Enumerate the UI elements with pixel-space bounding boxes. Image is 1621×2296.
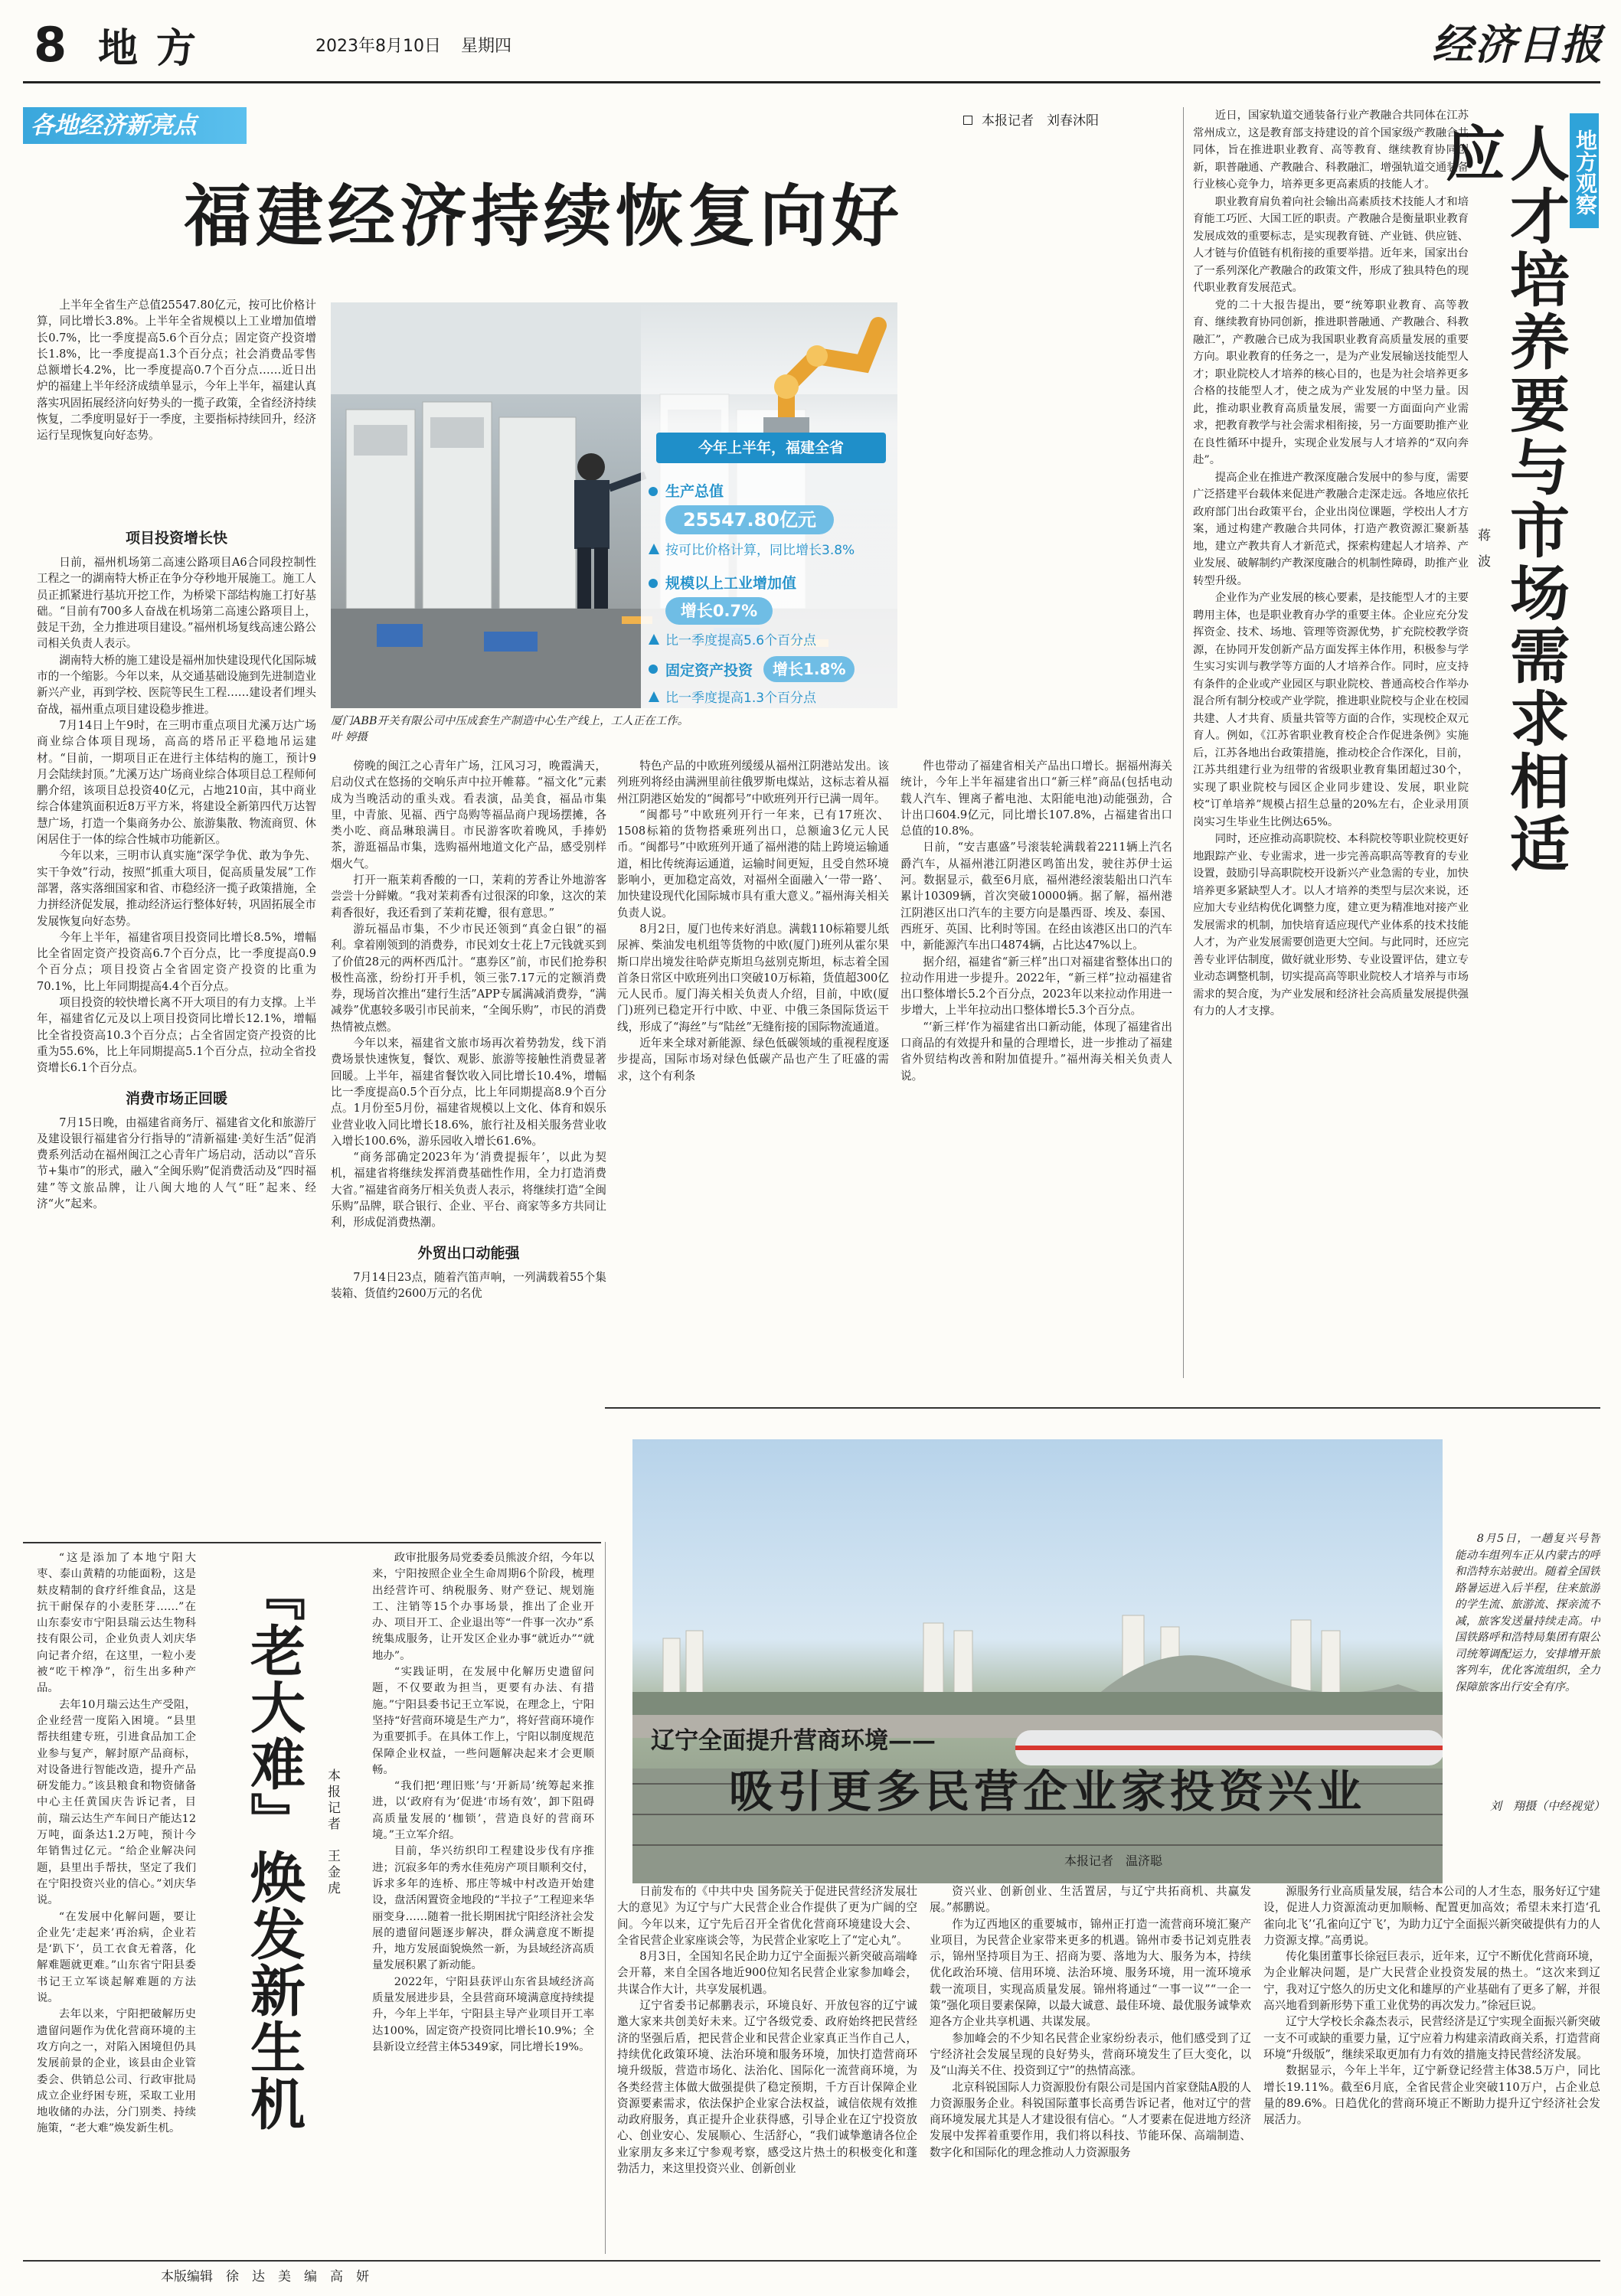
paragraph: 职业教育肩负着向社会输出高素质技术技能人才和培育能工巧匠、大国工匠的职责。产教融合是衡量职业教育发展成效的重要标志，是实现教育链、产业链、供应链、人才链与价值链有机衔接的重要举措。近年来，国家出台了一系列深化产教融合的政策文件，形成了独具特色的现代职业教育发展范式。: [1193, 195, 1469, 294]
story2-title: 『老大难』焕发新生机: [241, 1566, 306, 2132]
paragraph: 目前，华兴纺织印工程建设步伐有序推进；沉寂多年的秀水佳苑房产项目顺利交付，诉求多年的连桥、邢庄等城中村改造开始建设，盘活闲置资金地段的“半拉子”工程迎来华丽变身……随着一批长期困扰宁阳经济社会发展的遗留问题逐步解决，群众满意度不断提升，地方发展面貌焕然一新，为县域经济高质量发展积累了新动能。: [372, 1845, 594, 1972]
infographic-panel: [641, 302, 897, 708]
paragraph: 日前发布的《中共中央 国务院关于促进民营经济发展壮大的意见》为辽宁与广大民营企业合作提供了更为广阔的空间。今年以来，辽宁先后召开全省优化营商环境建设大会、全省民营企业家座谈会等，为民营企业家吃上了“定心丸”。: [617, 1885, 917, 1947]
train-caption-text: 8月5日，一趟复兴号智能动车组列车正从内蒙古的呼和浩特东站驶出。随着全国铁路暑运进入后半程，往来旅游的学生流、旅游流、探亲流不减，旅客发送量持续走高。中国铁路呼和浩特局集团有限公司统筹调配运力，安排增开旅客列车，优化客流组织，全力保障旅客出行安全有序。: [1455, 1533, 1600, 1693]
main-column-2: [331, 758, 606, 1539]
story2-column-2: [372, 1550, 594, 2251]
paragraph: 8月2日，厦门也传来好消息。满载110标箱婴儿纸尿裤、柴油发电机组等货物的中欧(厦门)班列从霍尔果斯口岸出境发往哈萨克斯坦乌兹别克斯坦，标志着全国首条日常区中欧班列出口突破10万标箱，货值超300亿元人民币。厦门海关相关负责人介绍，目前，中欧(厦门)班列已稳定开行中欧、中亚、中俄三条国际货运干线，形成了“海丝”与“陆丝”无缝衔接的国际物流通道。: [617, 922, 889, 1034]
gdp-note: 按可比价格计算，同比增长3.8%: [665, 543, 855, 558]
industry-note: 比一季度提高5.6个百分点: [665, 633, 817, 648]
footer-rule: [23, 2260, 1600, 2262]
opinion-author: 蒋 波: [1475, 528, 1490, 567]
paragraph: 传化集团董事长徐冠巨表示，近年来，辽宁不断优化营商环境，为企业解决问题，是广大民营企业投资发展的热土。“这次来到辽宁，我对辽宁悠久的历史文化和雄厚的产业基础有了更多了解，并很高兴地看到新形势下重工业优势的再次发力。”徐冠巨说。: [1263, 1950, 1600, 2013]
bullet-dot-icon: [649, 487, 658, 496]
masthead-logo: 经济日报: [1432, 20, 1603, 69]
paragraph: 辽宁大学校长余淼杰表示，民营经济是辽宁实现全面振兴新突破一支不可或缺的重要力量，辽宁应着力构建亲清政商关系，打造营商环境“升级版”，继续采取更加有力有效的措施支持民营经济发展。: [1263, 2015, 1600, 2061]
paragraph: 近日，国家轨道交通装备行业产教融合共同体在江苏常州成立，这是教育部支持建设的首个国家级产教融合共同体，旨在推进职业教育、高等教育、继续教育协同创新，职普融通、产教融合、科教融汇，增强轨道交通装备行业核心竞争力，培养更多更高素质的技能人才。: [1193, 109, 1469, 191]
paragraph: 日前，福州机场第二高速公路项目A6合同段控制性工程之一的湖南特大桥正在争分夺秒地开展施工。施工人员正抓紧进行基坑开挖工作，为桥梁下部结构施工打好基础。“目前有700多人奋战在机场第二高速公路项目上，鼓足干劲，全力推进项目建设。”福州机场复线高速公路公司相关负责人表示。: [37, 556, 316, 651]
section-name: 地方: [98, 25, 215, 72]
paragraph: 近年来全球对新能源、绿色低碳领域的重视程度逐步提高，国际市场对绿色低碳产品也产生了旺盛的需求，这个有利条: [617, 1037, 889, 1083]
section-tag-label: 各地经济新亮点: [31, 112, 197, 139]
main-column-1: [37, 521, 316, 1539]
square-icon: [963, 116, 972, 125]
industry-label: 规模以上工业增加值: [665, 575, 797, 592]
lead-paragraph: 上半年全省生产总值25547.80亿元，按可比价格计算，同比增长3.8%。上半年全省规模以上工业增加值增长0.7%，比一季度提高5.6个百分点；固定资产投资增长1.8%，比一季度提高1.3个百分点；社会消费品零售总额增长4.2%，比一季度提高0.7个百分点……近日出炉的福建上半年经济成绩单显示，今年上半年，福建认真落实巩固拓展经济向好势头的一揽子政策，全省经济持续恢复，二季度明显好于一季度，主要指标持续回升，经济运行呈现恢复向好态势。: [37, 299, 316, 443]
story2-divider: [605, 1542, 606, 2254]
train-photo-caption: [1455, 1531, 1600, 1791]
story3-kicker: 辽宁全面提升营商环境——: [651, 1727, 936, 1755]
paragraph: 今年以来，三明市认真实施“深学争优、敢为争先、实干争效”行动，按照“抓重大项目，促高质量发展”工作部署，落实落细国家和省、市稳经济一揽子政策措施，全力拼经济促发展，推动经济运行整体好转，巩固拓展全市发展恢复向好态势。: [37, 849, 316, 928]
subhead-project-investment: 项目投资增长快: [125, 530, 227, 547]
story3-column-2: [930, 1883, 1251, 2251]
story3-byline: 本报记者 温济聪: [1064, 1853, 1163, 1868]
industry-value: 增长0.7%: [665, 597, 773, 625]
paragraph: 北京科锐国际人力资源股份有限公司是国内首家登陆A股的人力资源服务企业。科锐国际董事长高勇告诉记者，他对辽宁的营商环境发展尤其是人才建设很有信心。“人才要素在促进地方经济发展中发挥着重要作用，我们将以科技、节能环保、高端制造、数字化和国际化的理念推动人力资源服务: [930, 2080, 1251, 2159]
opinion-column-tag-label: 地方观察: [1573, 129, 1598, 215]
paragraph: “这是添加了本地宁阳大枣、泰山黄精的功能面粉，这是麸皮精制的食疗纤维食品，这是抗干耐保存的小麦胚芽……”在山东泰安市宁阳县瑞云达生物科技有限公司，企业负责人刘庆华向记者介绍，在这里，一粒小麦被“吃干榨净”，衍生出多种产品。: [37, 1552, 196, 1695]
arrow-up-icon: [649, 691, 659, 702]
paragraph: 打开一瓶茉莉香酸的一口，茉莉的芳香让外地游客尝尝十分鲜嫩。“我对茉莉香有过很深的印象，这次的茉莉香很好，我还看到了茉莉花瓣，很有意思。”: [331, 874, 606, 919]
paragraph: 7月14日23点，随着汽笛声响，一列满载着55个集装箱、货值约2600万元的名优: [331, 1270, 606, 1300]
gdp-value: 25547.80亿元: [665, 505, 834, 534]
paragraph: 作为辽西地区的重要城市，锦州正打造一流营商环境汇聚产业项目，为民营企业家带来更多的机遇。锦州市委书记刘克胜表示，锦州坚持项目为王、招商为要、落地为大、服务为本，持续优化政治环境、信用环境、法治环境、服务环境，用一流环境承载一流项目，实现高质量发展。锦州将通过“一事一议”“一企一策”强化项目要素保障，以最大诚意、最佳环境、最优服务诚挚欢迎各方企业共享机遇、共谋发展。: [930, 1917, 1251, 2029]
paragraph: 特色产品的中欧班列缓缓从福州江阴港站发出。该列班列将经由满洲里前往俄罗斯电煤站，这标志着从福州江阴港区始发的“闽都号”中欧班列开行已满一周年。: [617, 759, 889, 805]
paragraph: “我们把‘理旧账’与‘开新局’统筹起来推进，以‘政府有为’促进‘市场有效’，卸下阻碍高质量发展的‘枷锁’，营造良好的营商环境。”王立军介绍。: [372, 1780, 594, 1842]
paragraph: “商务部确定2023年为‘消费提振年’，以此为契机，福建省将继续发挥消费基础性作用，全力打造消费大省。”福建省商务厅相关负责人表示，将继续打造“全闽乐购”品牌，联合银行、企业、平台、商家等多方共同让利，形成促消费热潮。: [331, 1151, 606, 1230]
issue-weekday: 星期四: [461, 37, 512, 56]
photo-top-rule: [605, 1407, 1600, 1409]
paragraph: 企业作为产业发展的核心要素，是技能型人才的主要聘用主体，也是职业教育办学的重要主体。企业应充分发挥资金、技术、场地、管理等资源优势，扩充院校教学资源，在协同开发创新产品方面发挥主体作用，积极参与学生实习实训与教学等方面的人才培养合作。同时，应支持有条件的企业或产业园区与职业院校、普通高校合作举办混合所有制分校或产业学院，推进职业院校与企业在校园共建、人才共育、质量共管等方面的合作，实现校企双元育人。例如，《江苏省职业教育校企合作促进条例》实施后，江苏各地出台政策措施，推动校企合作深化，目前，江苏共组建行业为纽带的省级职业教育集团超过30个，实现了职业院校与园区企业同步建设、发展，职业院校“订单培养”规模占招生总量的20%左右，企业录用顶岗实习生毕业生比例达65%。: [1193, 592, 1469, 828]
paragraph: “‘新三样’作为福建省出口新动能，体现了福建省出口商品的有效提升和量的合理增长，进一步推动了福建省外贸结构改善和附加值提升。”福州海关相关负责人说。: [900, 1020, 1172, 1083]
arrow-up-icon: [649, 634, 659, 645]
main-byline-text: 本报记者 刘春沐阳: [982, 113, 1099, 129]
paragraph: 今年上半年，福建省项目投资同比增长8.5%，增幅比全省固定资产投资高6.7个百分点，比一季度提高0.9个百分点；项目投资占全省固定资产投资的比重为70.1%，比上年同期提高4.4个百分点。: [37, 930, 316, 993]
bullet-dot-icon: [649, 579, 658, 588]
investment-value: 增长1.8%: [763, 656, 855, 682]
paragraph: 去年以来，宁阳把破解历史遗留问题作为优化营商环境的主攻方向之一，对陷入困境但仍具发展前景的企业，该县由企业管委会、供销总公司、行政审批局成立企业纾困专班，采取工业用地收储的办法，分门别类、持续施策，“老大难”焕发新生机。: [37, 2008, 196, 2135]
paragraph: 傍晚的闽江之心青年广场，江风习习，晚霞满天，启动仪式在悠扬的交响乐声中拉开帷幕。“福文化”元素成为当晚活动的重头戏。看表演，品美食，福品市集里，中青旅、见福、西宁岛购等福品商户现场摆摊，各类小吃、商品琳琅满目。市民游客吹着晚风，手捧奶茶，游逛福品市集，选购福州地道文化产品，感受别样烟火气。: [331, 759, 606, 870]
paragraph: 项目投资的较快增长离不开大项目的有力支撑。上半年，福建省亿元及以上项目投资同比增长12.1%，增幅比全省投资高10.3个百分点；占全省固定资产投资的比重为55.6%，比上年同期提高5.1个百分点，拉动全省投资增长6.1个百分点。: [37, 996, 316, 1075]
paragraph: 政审批服务局党委委员熊波介绍，今年以来，宁阳按照企业全生命周期6个阶段，梳理出经营许可、纳税服务、财产登记、规划施工、注销等15个办事场景，推出了企业开办、项目开工、企业退出等“一件事一次办”系统集成服务，让开发区企业办事“就近办”“就地办”。: [372, 1552, 594, 1662]
paragraph: 湖南特大桥的施工建设是福州加快建设现代化国际城市的一个缩影。今年以来，从交通基础设施到先进制造业新兴产业，再到学校、医院等民生工程……建设者们埋头奋战，福州重点项目建设稳步推进。: [37, 653, 316, 716]
section-tag: [23, 107, 247, 144]
subhead-consumption: 消费市场正回暖: [125, 1089, 227, 1107]
paragraph: 源服务行业高质量发展，结合本公司的人才生态，服务好辽宁建设，促进人力资源流动更加顺畅、配置更加高效；希望未来打造‘孔雀向北飞’‘孔雀向辽宁飞’，为助力辽宁全面振兴新突破提供有力的人力资源支撑。”高勇说。: [1263, 1885, 1600, 1947]
story3-title: 吸引更多民营企业家投资兴业: [729, 1765, 1367, 1818]
paragraph: 去年10月瑞云达生产受阻，企业经营一度陷入困境。“县里帮扶组建专班，引进食品加工企业参与复产，解封原产品商标，对设备进行智能改造，提升产品研发能力。”该县粮食和物资储备中心主任黄国庆告诉记者，目前，瑞云达生产车间日产能达12万吨，面条达1.2万吨，预计今年销售过亿元。“给企业解决问题，县里出手帮扶，坚定了我们在宁阳投资兴业的信心。”刘庆华说。: [37, 1698, 196, 1907]
paragraph: 资兴业、创新创业、生活置居，与辽宁共拓商机、共赢发展。”郝鹏说。: [930, 1885, 1251, 1915]
infographic-title: 今年上半年，福建全省: [656, 433, 886, 463]
paragraph: 据介绍，福建省“新三样”出口对福建省整体出口的拉动作用进一步提升。2022年，“新三样”拉动福建省出口整体增长5.2个百分点，2023年以来拉动作用进一步增大，上半年拉动出口整体增长5.3个百分点。: [900, 955, 1172, 1017]
paragraph: 今年以来，福建省文旅市场再次着势勃发，线下消费场景快速恢复，餐饮、观影、旅游等接触性消费显著回暖。上半年，福建省餐饮收入同比增长10.4%，增幅比一季度提高0.5个百分点，比上年同期提高8.9个百分点。1月份至5月份，福建省规模以上文化、体育和娱乐业营业收入同比增长18.6%，旅行社及相关服务营业收入增长100.6%，游乐园收入增长61.6%。: [331, 1037, 606, 1148]
paragraph: “实践证明，在发展中化解历史遗留问题，不仅要敢为担当，更要有办法、有措施。”宁阳县委书记王立军说，在理念上，宁阳坚持“好营商环境是生产力”，将好营商环境作为重要抓手。在具体工作上，宁阳以制度规范保障企业权益，一些问题解决起来才会更顺畅。: [372, 1666, 594, 1776]
factory-photo-caption: 厦门ABB开关有限公司中压成套生产制造中心生产线上，工人正在工作。 叶 婷摄: [331, 715, 705, 743]
main-byline: [963, 112, 1099, 130]
story3-column-1: [617, 1883, 917, 2251]
main-headline: 福建经济持续恢复向好: [184, 176, 904, 256]
opinion-column-tag: [1570, 113, 1599, 228]
robot-arm-icon: [672, 302, 894, 433]
opinion-title: 人才培养要与市场需求相适应: [1436, 122, 1570, 876]
train-photo-credit: 刘 翔摄（中经视觉）: [1490, 1799, 1606, 1813]
paragraph: 参加峰会的不少知名民营企业家纷纷表示，他们感受到了辽宁经济社会发展呈现的良好势头，营商环境发生了巨大变化，以及“山海关不住、投资到辽宁”的热情高涨。: [930, 2031, 1251, 2078]
paragraph: 党的二十大报告提出，要“统筹职业教育、高等教育、继续教育协同创新，推进职普融通、产教融合、科教融汇”，产教融合已成为我国职业教育高质量发展的重要方向。职业教育的任务之一，是为产业发展输送技能型人才；职业院校人才培养的核心目的，也是为社会培养更多合格的技能型人才，使之成为产业发展的中坚力量。因此，推动职业教育高质量发展，需要一方面面向产业需求，把教育教学与社会需求相衔接，另一方面要助推产业在良性循环中提升，实现企业发展与人才培养的“双向奔赴”。: [1193, 299, 1469, 466]
investment-label: 固定资产投资: [665, 661, 753, 679]
bullet-dot-icon: [649, 665, 658, 674]
arrow-up-icon: [649, 544, 659, 554]
main-column-4: [900, 758, 1172, 1401]
header-rule: [23, 81, 1600, 83]
story2-column-1: [37, 1550, 196, 2251]
issue-date: 2023年8月10日: [315, 37, 441, 56]
main-column-3: [617, 758, 889, 1401]
paragraph: 提高企业在推进产教深度融合发展中的参与度，需要广泛搭建平台载体来促进产教融合走深走远。各地应依托政府部门出台政策平台，企业出岗位课题，学校出人才方案，通过构建产教融合共同体，打造产教资源汇聚新基地，建立产教共育人才新范式，探索构建起人才培养、产业发展、破解制约产教深度融合的机制性障碍，助推产业转型升级。: [1193, 471, 1469, 587]
paragraph: “闽都号”中欧班列开行一年来，已有17班次、1508标箱的货物搭乘班列出口，总额逾3亿元人民币。“闽都号”中欧班列开通了福州港的陆上跨境运输通道，相比传统海运通道，运输时间更短，且受自然环境影响小，更加稳定高效，对福州全面融入‘一带一路’、加快建设现代化国际城市具有重大意义。”福州海关相关负责人说。: [617, 808, 889, 919]
story2-byline: 本报记者 王金虎: [325, 1769, 340, 1897]
paragraph: “在发展中化解问题，要让企业先‘走起来’再治病，企业若是‘趴下’，员工衣食无着落，化解难题就更难。”山东省宁阳县委书记王立军谈起解难题的方法说。: [37, 1910, 196, 2005]
infographic-item-investment: [649, 656, 894, 706]
opinion-divider: [1183, 107, 1184, 1378]
infographic-robot-arm: [672, 302, 894, 433]
opinion-body: [1193, 107, 1469, 1378]
paragraph: 日前，“安吉惠盛”号滚装轮满载着2211辆上汽名爵汽车，从福州港江阴港区鸣笛出发，驶往苏伊士运河。数据显示，截至6月底，福州港经滚装船出口汽车累计10309辆，首次突破10000辆。据了解，福州港江阴港区出口汽车的主要方向是墨西哥、埃及、泰国、西班牙、英国、比利时等国。在经由该港区出口的汽车中，新能源汽车出口4874辆，占比达47%以上。: [900, 841, 1172, 952]
story2-top-rule: [23, 1542, 601, 1543]
investment-note: 比一季度提高1.3个百分点: [665, 691, 817, 706]
main-lead: [37, 297, 316, 515]
paragraph: 7月15日晚，由福建省商务厅、福建省文化和旅游厅及建设银行福建省分行指导的“清新福建·美好生活”促消费系列活动在福州闽江之心青年广场启动，活动以“音乐节+集市”的形式，融入“全闽乐购”促消费活动及“四时福建”等文旅品牌，让八闽大地的人气“旺”起来、经济“火”起来。: [37, 1115, 316, 1210]
paragraph: 2022年，宁阳县获评山东省县域经济高质量发展进步县，全县营商环境满意度持续提升，今年上半年，宁阳县主导产业项目开工率达100%，固定资产投资同比增长10.9%；全县新设立经营主体5349家，同比增长19%。: [372, 1975, 594, 2053]
page-number: 8: [34, 17, 67, 73]
infographic-item-industry: [649, 572, 894, 648]
infographic-item-gdp: [649, 480, 894, 558]
paragraph: 件也带动了福建省相关产品出口增长。据福州海关统计，今年上半年福建省出口“新三样”商品(包括电动载人汽车、锂离子蓄电池、太阳能电池)动能强劲，合计出口604.9亿元，同比增长107.8%，占福建省出口总值的10.8%。: [900, 759, 1172, 838]
paragraph: 同时，还应推动高职院校、本科院校等职业院校更好地跟踪产业、专业需求，进一步完善高职高等教育的专业设置，鼓励引导高职院校开设新兴产业急需的专业，加快培养更多紧缺型人才。以人才培养的类型与层次来说，还应加大专业结构优化调整力度，建立更为精准地对接产业发展需求的机制，加快培育适应现代产业体系的技术技能人才，为产业发展需要创造更大空间。与此同时，还应完善专业评估制度，做好就业形势、专业设置评估，建立专业动态调整机制，切实提高高等职业院校人才培养与市场需求的契合度，为产业发展和经济社会高质量发展提供强有力的人才支撑。: [1193, 833, 1469, 1017]
paragraph: 游玩福品市集，不少市民还领到“真金白银”的福利。拿着刚领到的消费券，市民刘女士花上7元钱就买到了价值28元的两杯西瓜汁。“惠券区”前，市民们抢券积极性高涨，纷纷打开手机，领三张7.17元的定额消费券，现场首次推出“建行生活”APP专属满减消费券，“满减券”优惠较多吸引市民前来，“全闽乐购”，市民的消费热情被点燃。: [331, 922, 606, 1034]
factory-photo: [331, 302, 897, 708]
paragraph: 数据显示，今年上半年，辽宁新登记经营主体38.5万户，同比增长19.11%。截至6月底，全省民营企业突破110万户，占企业总量的89.6%。日趋优化的营商环境正不断助力提升辽宁经济社会发展活力。: [1263, 2064, 1600, 2127]
paragraph: 7月14日上午9时，在三明市重点项目尤溪万达广场商业综合体项目现场，高高的塔吊正平稳地吊运建材。“目前，一期项目正在进行主体结构的施工，预计9月会陆续封顶。”尤溪万达广场商业综合体项目总工程师何鹏介绍，该项目总投资40亿元，占地210亩，其中商业综合体建筑面积近8万平方米，将建设全新第四代万达智慧广场，打造一个集商务办公、旅游集散、物流商贸、休闲居住于一体的综合性城市功能新区。: [37, 718, 316, 847]
footer-editors: 本版编辑 徐 达 美 编 高 妍: [161, 2269, 369, 2285]
subhead-exports: 外贸出口动能强: [417, 1244, 520, 1262]
gdp-label: 生产总值: [665, 483, 724, 500]
story3-column-3: [1263, 1883, 1600, 2251]
paragraph: 8月3日，全国知名民企助力辽宁全面振兴新突破高端峰会开幕，来自全国各地近900位知名民营企业家参加峰会，共谋合作大计，共享发展机遇。: [617, 1950, 917, 1996]
paragraph: 辽宁省委书记郝鹏表示，环境良好、开放包容的辽宁诚邀大家来共创美好未来。辽宁各级党委、政府始终把民营经济的坚强后盾，把民营企业和民营企业家真正当作自己人，持续优化政策环境、法治环境和服务环境，加快打造营商环境升级版，营造市场化、法治化、国际化一流营商环境，为各类经营主体做大做强提供了稳定预期，千方百计保障企业资源要素需求，依法保护企业家合法权益，诚信依规有效推动政府服务，真正提升企业获得感，引导企业在辽宁投资放心、创业安心、发展顺心、生活舒心，“我们诚挚邀请各位企业家朋友多来辽宁参观考察，感受这片热土的积极变化和蓬勃活力，来这里投资兴业、创新创业: [617, 1999, 917, 2176]
